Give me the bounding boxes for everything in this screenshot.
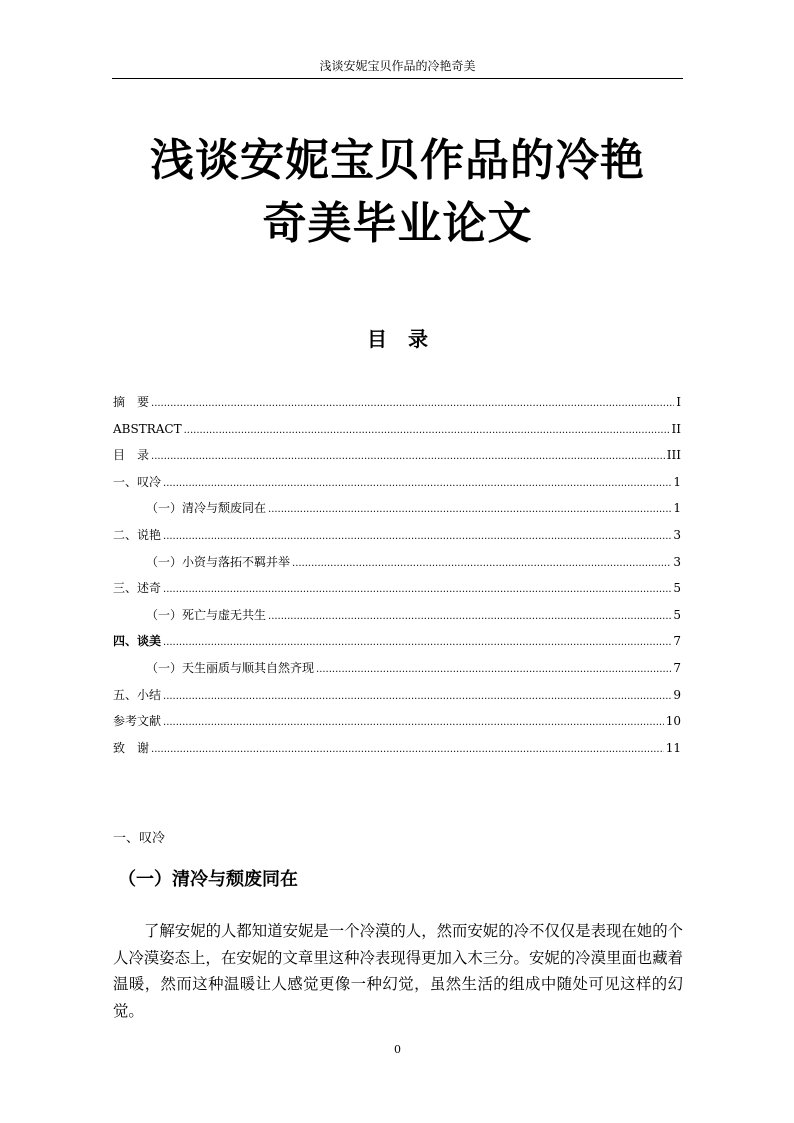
toc-entry-label: 五、小结: [113, 687, 162, 702]
toc-entry-page: 11: [665, 740, 681, 755]
toc-entry-page: III: [666, 448, 681, 463]
header-rule: [112, 78, 683, 79]
toc-entry-chapter-4-1[interactable]: [113, 655, 681, 682]
section-label: 一、叹冷: [113, 831, 166, 846]
toc-entry-page: 7: [673, 660, 681, 675]
table-of-contents: [113, 389, 681, 761]
toc-entry-label: （一）死亡与虚无共生: [146, 607, 267, 622]
page-number: 0: [394, 1043, 401, 1056]
toc-entry-page: 1: [673, 474, 681, 489]
toc-entry-page: 5: [673, 607, 681, 622]
toc-entry-page: 9: [673, 687, 681, 702]
running-header: 浅谈安妮宝贝作品的冷艳奇美: [319, 59, 476, 73]
toc-entry-chapter-1-1[interactable]: [113, 495, 681, 522]
toc-entry-page: II: [671, 421, 681, 436]
toc-entry-chapter-3[interactable]: [113, 575, 681, 602]
toc-entry-page: 7: [673, 634, 681, 649]
toc-leader-dots: [163, 684, 671, 711]
toc-leader-dots: [292, 551, 671, 578]
toc-entry-chapter-4[interactable]: [113, 628, 681, 655]
toc-entry-chapter-2-1[interactable]: [113, 549, 681, 576]
toc-entry-label: 参考文献: [113, 714, 162, 729]
toc-entry-label: 三、述奇: [113, 581, 162, 596]
toc-heading: 目 录: [367, 327, 428, 351]
toc-entry-page: 3: [673, 554, 681, 569]
toc-entry-abstract-cn[interactable]: [113, 389, 681, 416]
toc-entry-label: ABSTRACT: [113, 421, 182, 436]
document-title-line-2: 奇美毕业论文: [262, 198, 533, 249]
toc-entry-references[interactable]: [113, 708, 681, 735]
toc-entry-acknowledgements[interactable]: [113, 735, 681, 762]
toc-leader-dots: [316, 657, 671, 684]
toc-entry-page: I: [676, 395, 681, 409]
toc-leader-dots: [163, 577, 671, 604]
toc-leader-dots: [163, 471, 671, 498]
toc-leader-dots: [268, 497, 671, 524]
toc-leader-dots: [268, 604, 671, 631]
toc-leader-dots: [151, 737, 664, 764]
toc-entry-chapter-1[interactable]: [113, 469, 681, 496]
toc-entry-label: 摘 要: [113, 395, 150, 409]
toc-entry-label: （一）清冷与颓废同在: [146, 501, 267, 516]
toc-entry-label: 致 谢: [113, 740, 150, 755]
toc-leader-dots: [163, 710, 664, 737]
toc-entry-page: 5: [673, 581, 681, 596]
toc-entry-label: 一、叹冷: [113, 474, 162, 489]
toc-entry-label: 四、谈美: [113, 634, 162, 649]
toc-leader-dots: [151, 391, 674, 418]
document-title-line-1: 浅谈安妮宝贝作品的冷艳: [150, 135, 645, 186]
toc-entry-abstract-en[interactable]: [113, 416, 681, 443]
toc-leader-dots: [163, 630, 671, 657]
toc-entry-chapter-3-1[interactable]: [113, 602, 681, 629]
toc-entry-label: （一）天生丽质与顺其自然齐现: [146, 660, 315, 675]
toc-entry-label: 二、说艳: [113, 527, 162, 542]
toc-entry-contents[interactable]: [113, 442, 681, 469]
body-paragraph: 了解安妮的人都知道安妮是一个冷漠的人，然而安妮的冷不仅仅是表现在她的个人冷漠姿态上，在安妮的文章里这种冷表现得更加入木三分。安妮的冷漠里面也藏着温暖，然而这种温暖让人感觉更像一种幻觉，虽然生活的组成中随处可见这样的幻觉。: [113, 922, 683, 1020]
toc-entry-page: 10: [665, 714, 681, 729]
toc-entry-page: 3: [673, 527, 681, 542]
toc-entry-page: 1: [673, 501, 681, 516]
toc-entry-label: 目 录: [113, 448, 150, 463]
toc-entry-label: （一）小资与落拓不羁并举: [146, 554, 291, 569]
toc-entry-chapter-2[interactable]: [113, 522, 681, 549]
toc-entry-chapter-5[interactable]: [113, 682, 681, 709]
toc-leader-dots: [184, 418, 670, 445]
toc-leader-dots: [151, 444, 665, 471]
toc-leader-dots: [163, 524, 671, 551]
subsection-heading: （一）清冷与颓废同在: [118, 869, 298, 890]
